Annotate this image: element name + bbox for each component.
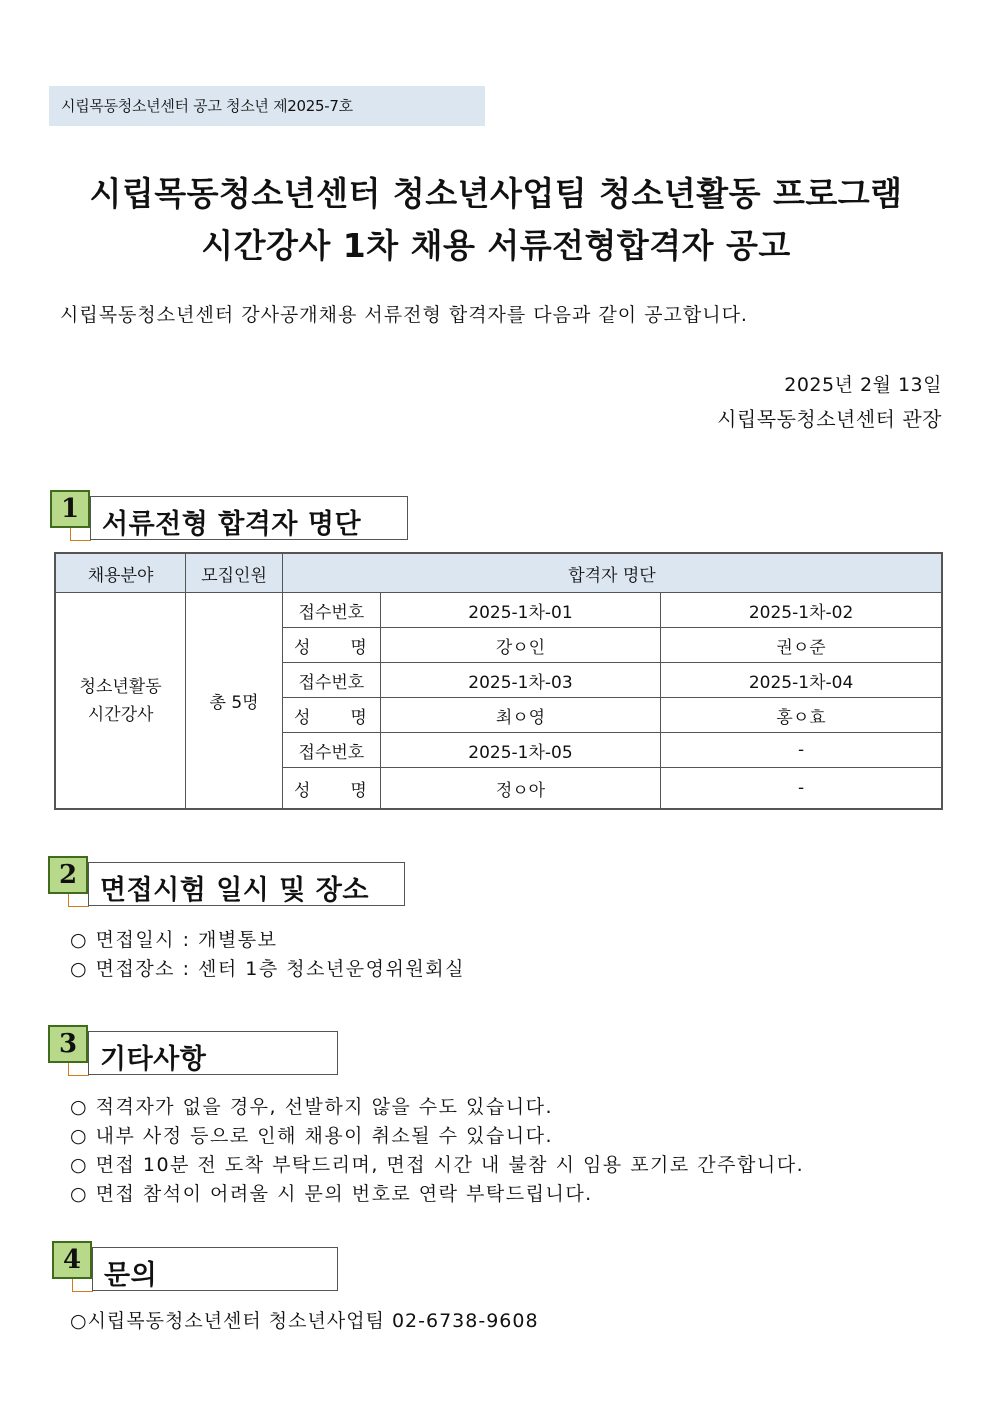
section-title: 기타사항 (100, 1044, 207, 1075)
interview-list (70, 926, 465, 984)
header-count: 모집인원 (186, 553, 283, 593)
results-table (54, 552, 943, 810)
notice-number: 시립목동청소년센터 공고 청소년 제2025-7호 (49, 86, 485, 126)
section-title: 면접시험 일시 및 장소 (100, 875, 369, 906)
contact-info: ○시립목동청소년센터 청소년사업팀 02-6738-9608 (70, 1310, 539, 1332)
field-line-1: 청소년활동 (79, 676, 162, 697)
reg-number: 2025-1차-04 (661, 663, 942, 698)
reg-label: 접수번호 (282, 663, 380, 698)
page-title (0, 168, 992, 272)
passer-name: 정ㅇ아 (380, 768, 660, 810)
section-number-badge: 1 (50, 490, 90, 528)
passer-name: 최ㅇ영 (380, 698, 660, 733)
count-cell: 총 5명 (186, 593, 283, 810)
header-passers: 합격자 명단 (282, 553, 942, 593)
reg-number: 2025-1차-02 (661, 593, 942, 628)
notice-date: 2025년 2월 13일 (784, 374, 942, 396)
passer-name: 강ㅇ인 (380, 628, 660, 663)
section-corner-accent (72, 1279, 93, 1292)
issuer: 시립목동청소년센터 관장 (717, 407, 942, 431)
section-number-badge: 2 (48, 856, 88, 894)
section-title: 서류전형 합격자 명단 (102, 509, 362, 540)
list-item: ○ 면접장소 : 센터 1층 청소년운영위원회실 (70, 958, 465, 980)
passer-name: 권ㅇ준 (661, 628, 942, 663)
section-corner-accent (68, 1063, 89, 1076)
header-field: 채용분야 (55, 553, 186, 593)
etc-list (70, 1093, 804, 1209)
name-label: 성 명 (282, 698, 380, 733)
reg-number: - (661, 733, 942, 768)
list-item: ○ 내부 사정 등으로 인해 채용이 취소될 수 있습니다. (70, 1125, 554, 1147)
name-label: 성 명 (282, 628, 380, 663)
table-header-row (55, 553, 942, 593)
reg-number: 2025-1차-03 (380, 663, 660, 698)
title-line-2: 시간강사 1차 채용 서류전형합격자 공고 (201, 226, 791, 265)
field-cell (55, 593, 186, 810)
intro-text: 시립목동청소년센터 강사공개채용 서류전형 합격자를 다음과 같이 공고합니다. (60, 304, 748, 326)
reg-label: 접수번호 (282, 593, 380, 628)
list-item: ○ 면접 10분 전 도착 부탁드리며, 면접 시간 내 불참 시 임용 포기로 간주합니다. (70, 1154, 805, 1176)
section-number-badge: 4 (52, 1241, 92, 1279)
list-item: ○ 적격자가 없을 경우, 선발하지 않을 수도 있습니다. (70, 1096, 554, 1118)
section-number-badge: 3 (48, 1025, 88, 1063)
title-line-1: 시립목동청소년센터 청소년사업팀 청소년활동 프로그램 (89, 174, 903, 213)
section-corner-accent (68, 894, 89, 907)
passer-name: 홍ㅇ효 (661, 698, 942, 733)
reg-label: 접수번호 (282, 733, 380, 768)
list-item: ○ 면접일시 : 개별통보 (70, 929, 278, 951)
field-line-2: 시간강사 (87, 704, 154, 725)
list-item: ○ 면접 참석이 어려울 시 문의 번호로 연락 부탁드립니다. (70, 1183, 593, 1205)
name-label: 성 명 (282, 768, 380, 810)
passer-name: - (661, 768, 942, 810)
reg-number: 2025-1차-01 (380, 593, 660, 628)
section-title: 문의 (104, 1260, 158, 1291)
reg-number: 2025-1차-05 (380, 733, 660, 768)
table-row (55, 593, 942, 628)
section-corner-accent (70, 528, 91, 541)
